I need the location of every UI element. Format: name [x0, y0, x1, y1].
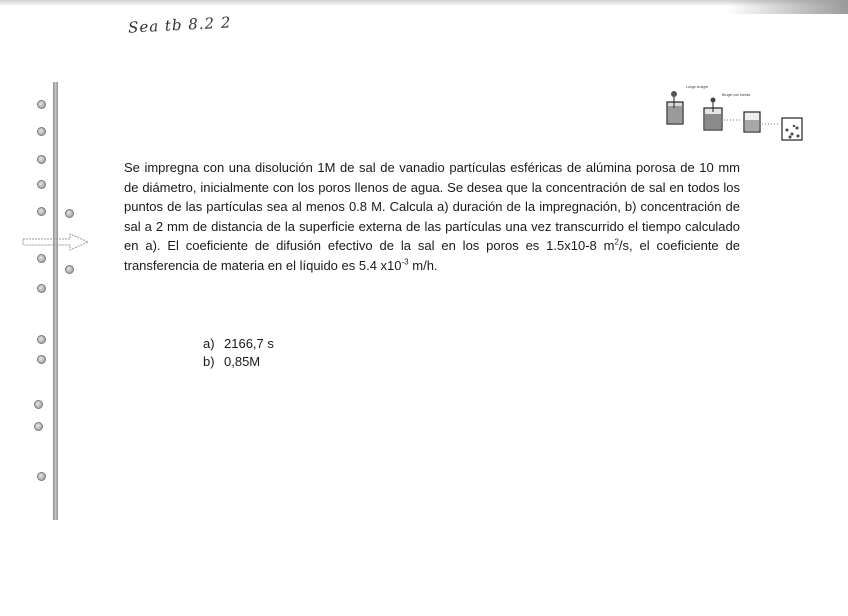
binder-hole [37, 355, 46, 364]
binder-hole [65, 209, 74, 218]
binder-hole [34, 400, 43, 409]
binder-margin-line [53, 82, 58, 520]
scan-corner-shadow [728, 0, 848, 14]
beaker-icon [704, 98, 722, 131]
beaker-icon [667, 91, 683, 124]
binder-hole [37, 284, 46, 293]
answer-item [203, 353, 274, 371]
answer-value: 2166,7 s [224, 336, 274, 351]
illustration-label: Lunge al aigre [686, 85, 709, 89]
answers-list [203, 335, 274, 371]
impregnation-beakers-icon [664, 82, 812, 146]
problem-statement [124, 158, 740, 275]
binder-hole [37, 100, 46, 109]
beaker-icon [782, 118, 802, 140]
handwritten-note: Sea tb 8.2 2 [127, 13, 232, 37]
answer-item [203, 335, 274, 353]
binder-hole [34, 422, 43, 431]
binder-hole [37, 335, 46, 344]
binder-hole [37, 155, 46, 164]
problem-text-part: m/h. [408, 257, 438, 273]
beaker-icon [744, 112, 760, 132]
binder-hole [37, 472, 46, 481]
margin-arrow-icon [22, 232, 90, 252]
superscript: -3 [401, 257, 409, 267]
binder-hole [65, 265, 74, 274]
illustration-label: Bruger con fuerda [722, 93, 751, 97]
problem-text-part: /s, el coeficiente de transferencia de materia en el líquido es 5.4 x10 [124, 238, 740, 273]
problem-text-part: Se impregna con una disolución 1M de sal de vanadio partículas esféricas de alúmina porosa de 10 mm de diámetro, inicialmente con los poros llenos de agua. Se desea que la concentración de sal en todos los puntos de las partículas sea al menos 0.8 M. Calcula a) duración de la impregnación, b) concentración de sal a 2 mm de distancia de la superficie externa de las partículas una vez transcurrido el tiempo calculado en a). El coeficiente de difusión efectivo de la sal en los poros es 1.5x10-8 m [124, 160, 740, 253]
answer-value: 0,85M [224, 354, 261, 369]
binder-hole [37, 254, 46, 263]
scan-top-edge [0, 0, 848, 6]
binder-hole [37, 180, 46, 189]
binder-hole [37, 207, 46, 216]
answer-letter: b) [203, 354, 215, 369]
answer-letter: a) [203, 336, 215, 351]
superscript: 2 [614, 237, 619, 247]
binder-hole [37, 127, 46, 136]
